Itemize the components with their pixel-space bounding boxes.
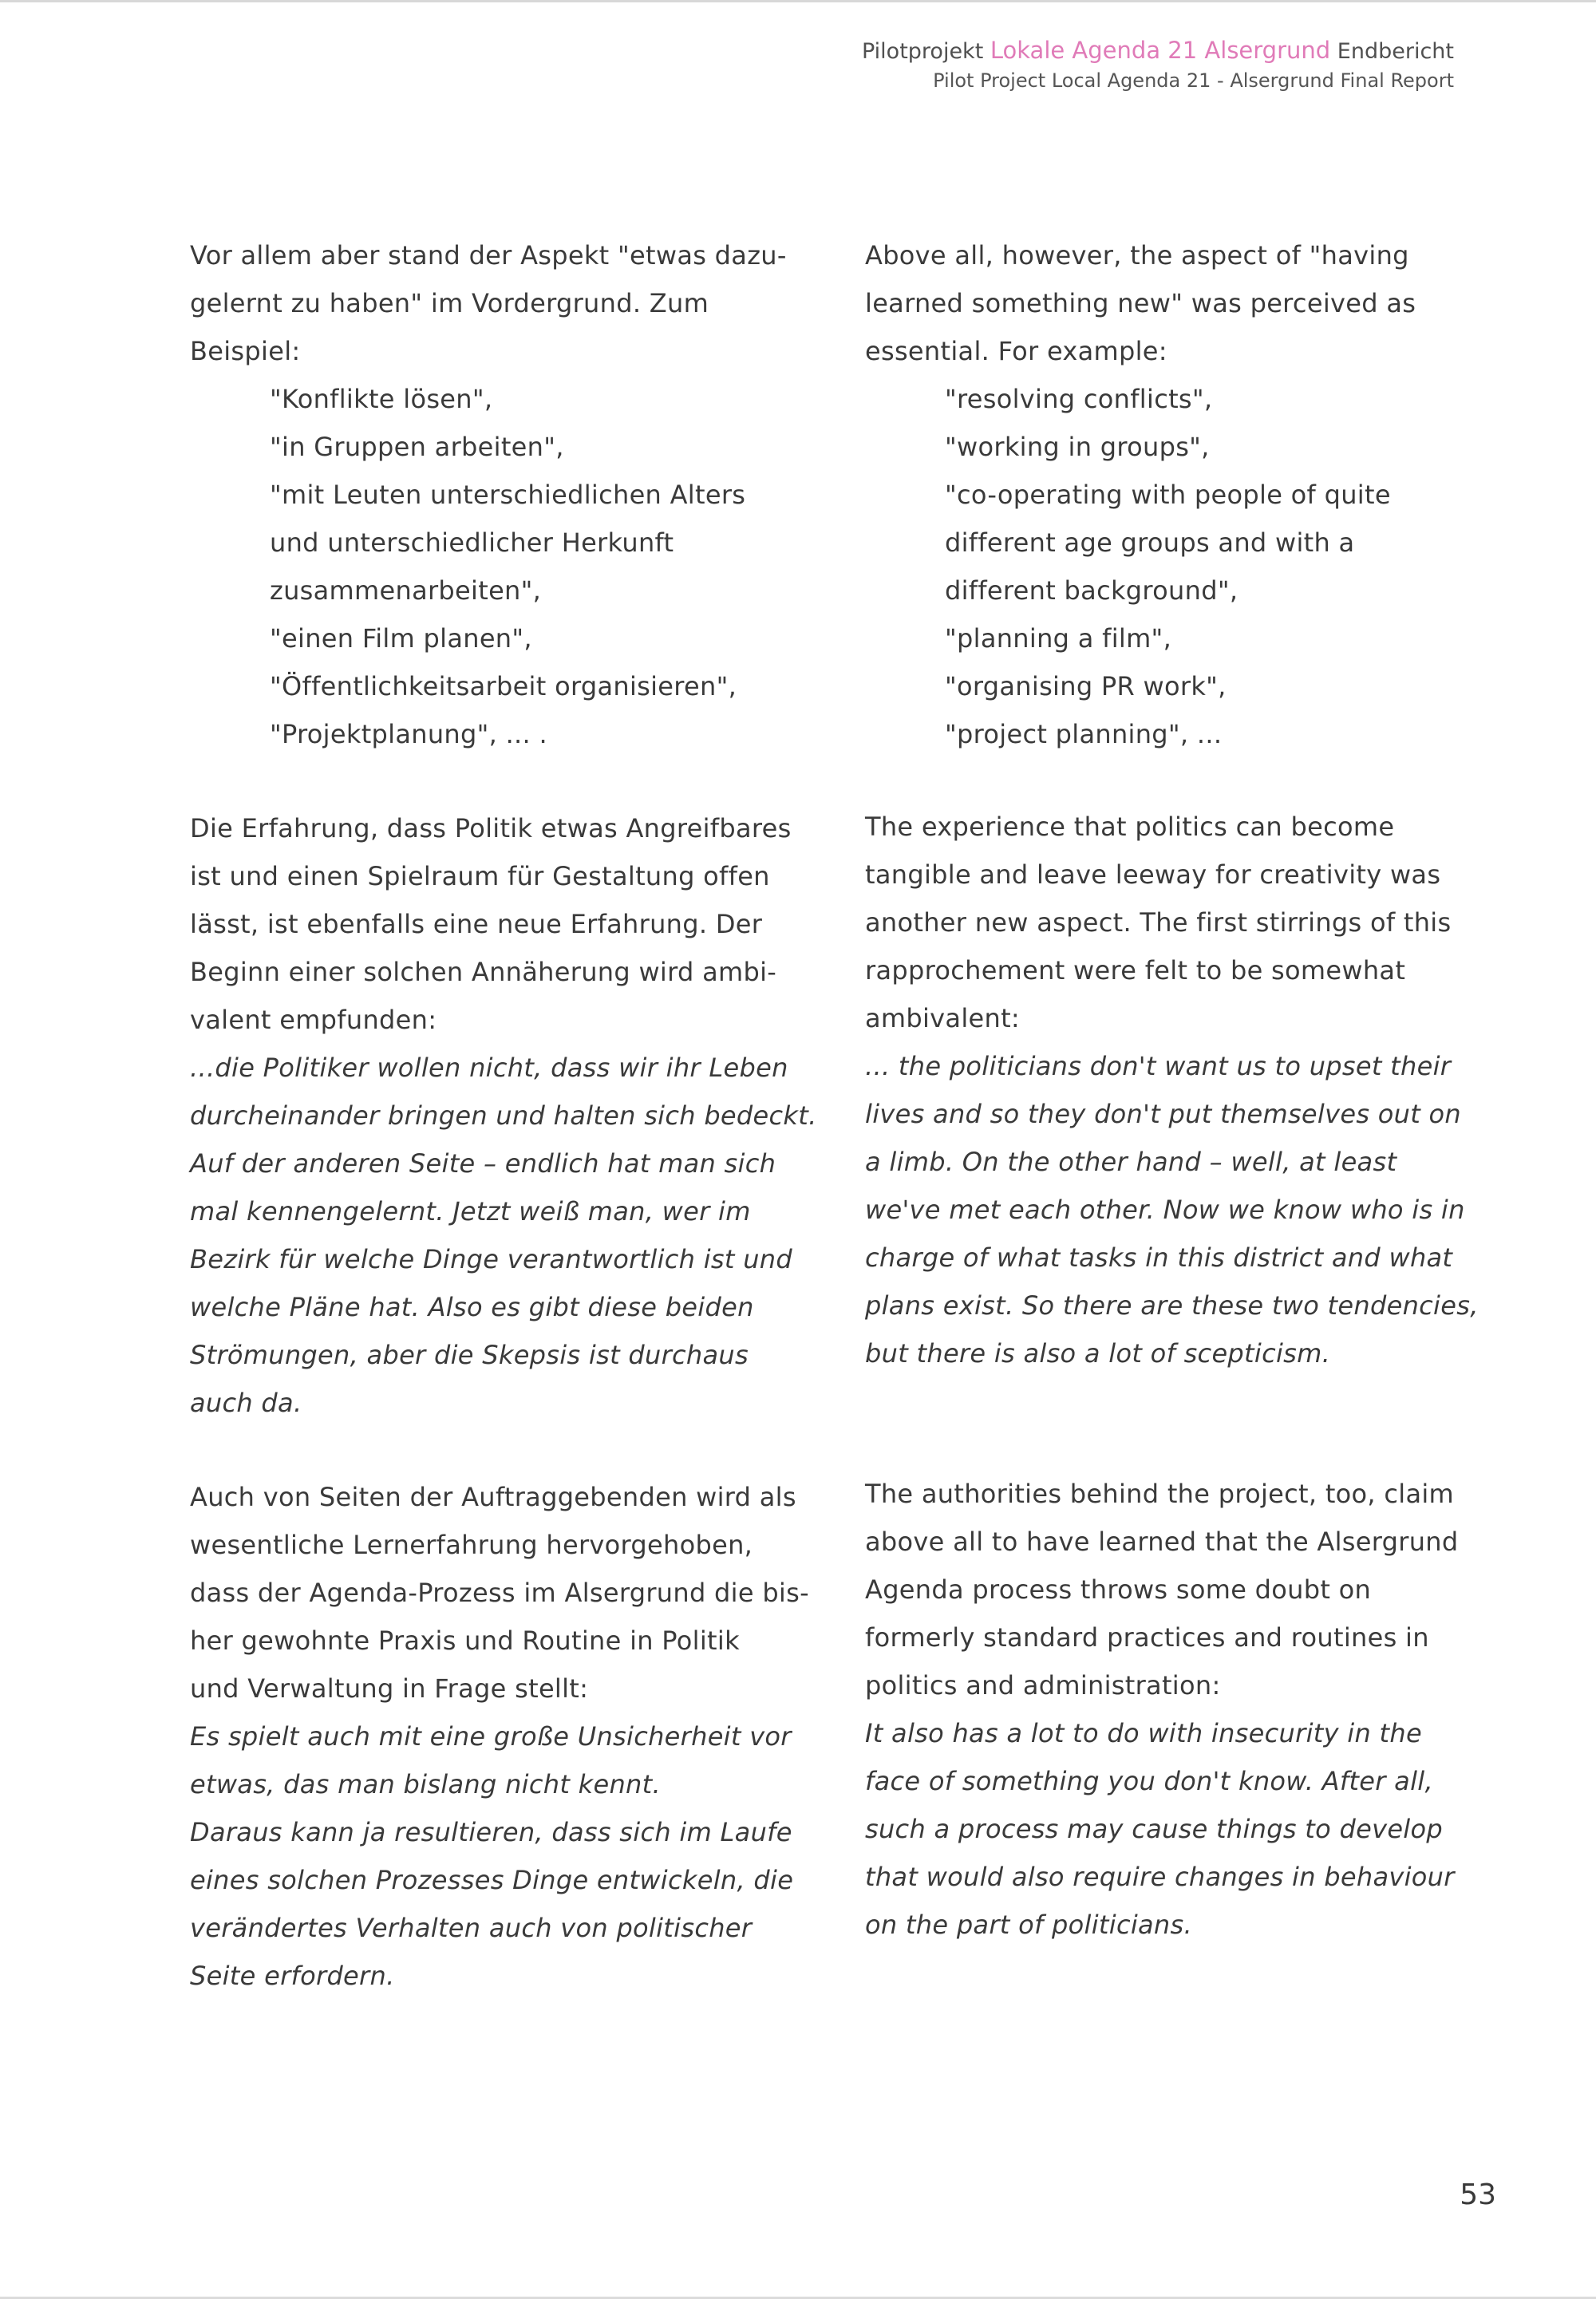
german-p3-text	[190, 1473, 809, 1712]
text-line: such a process may cause things to develop	[865, 1814, 1443, 1844]
text-line: gelernt zu haben" im Vordergrund. Zum	[190, 288, 709, 318]
text-line: but there is also a lot of scepticism.	[865, 1338, 1331, 1369]
text-line: It also has a lot to do with insecurity in the	[865, 1718, 1422, 1748]
english-p2-quote	[865, 1042, 1487, 1377]
text-line: valent empfunden:	[190, 1005, 437, 1035]
text-line: zusammenarbeiten",	[270, 575, 542, 606]
text-line: ... the politicians don't want us to upset their	[865, 1051, 1452, 1081]
text-line: "Projektplanung", ... .	[270, 719, 547, 749]
english-p1-text	[865, 231, 1487, 375]
text-line: "einen Film planen",	[270, 623, 532, 654]
header-title-line	[862, 35, 1454, 67]
text-line: "planning a film",	[945, 623, 1172, 654]
text-line: "project planning", ...	[945, 719, 1223, 749]
text-line: learned something new" was perceived as	[865, 288, 1416, 318]
text-line: Auf der anderen Seite – endlich hat man sich	[190, 1148, 776, 1179]
text-line: eines solchen Prozesses Dinge entwickeln, die	[190, 1865, 794, 1895]
text-line: tangible and leave leeway for creativity was	[865, 859, 1441, 890]
text-line: ist und einen Spielraum für Gestaltung offen	[190, 861, 770, 891]
english-p2-text	[865, 803, 1487, 1042]
text-line: that would also require changes in behaviour	[865, 1862, 1455, 1892]
text-line: charge of what tasks in this district and what	[865, 1242, 1453, 1273]
text-line: mal kennengelernt. Jetzt weiß man, wer im	[190, 1196, 751, 1227]
german-p2-quote	[190, 1044, 817, 1427]
text-line: verändertes Verhalten auch von politischer	[190, 1913, 753, 1943]
text-line: Auch von Seiten der Auftraggebenden wird als	[190, 1482, 796, 1512]
german-paragraph-1	[190, 231, 796, 758]
page-header	[862, 35, 1454, 94]
text-line: plans exist. So there are these two tendencies,	[865, 1290, 1479, 1321]
text-line: Seite erfordern.	[190, 1961, 395, 1991]
text-line: Strömungen, aber die Skepsis ist durchaus	[190, 1340, 749, 1370]
english-p1-list	[865, 375, 1487, 758]
text-line: auch da.	[190, 1388, 302, 1418]
text-line: dass der Agenda-Prozess im Alsergrund die bis-	[190, 1578, 809, 1608]
text-line: ambivalent:	[865, 1003, 1021, 1033]
text-line: wesentliche Lernerfahrung hervorgehoben,	[190, 1530, 753, 1560]
text-line: Es spielt auch mit eine große Unsicherheit vor	[190, 1721, 792, 1752]
text-line: on the part of politicians.	[865, 1910, 1192, 1940]
text-line: und unterschiedlicher Herkunft	[270, 527, 674, 558]
text-line: different age groups and with a	[945, 527, 1355, 558]
header-prefix: Pilotprojekt	[861, 39, 984, 64]
text-line: und Verwaltung in Frage stellt:	[190, 1673, 589, 1704]
text-line: formerly standard practices and routines in	[865, 1622, 1429, 1653]
text-line: The authorities behind the project, too, claim	[865, 1479, 1455, 1509]
header-project-name: Lokale Agenda 21 Alsergrund	[990, 37, 1331, 64]
header-subtitle: Pilot Project Local Agenda 21 - Alsergrund Final Report	[933, 69, 1454, 92]
text-line: essential. For example:	[865, 336, 1167, 366]
text-line: different background",	[945, 575, 1238, 606]
text-line: "working in groups",	[945, 432, 1210, 462]
text-line: face of something you don't know. After all,	[865, 1766, 1433, 1796]
english-p3-quote	[865, 1709, 1487, 1949]
text-line: Above all, however, the aspect of "having	[865, 240, 1409, 271]
bottom-rule	[0, 2297, 1596, 2299]
text-line: "mit Leuten unterschiedlichen Alters	[270, 480, 746, 510]
top-rule	[0, 0, 1596, 2]
german-p3-quote	[190, 1712, 796, 2000]
text-line: we've met each other. Now we know who is in	[865, 1195, 1465, 1225]
english-paragraph-2	[865, 803, 1487, 1377]
text-line: a limb. On the other hand – well, at least	[865, 1147, 1397, 1177]
german-p2-text	[190, 804, 796, 1044]
german-paragraph-2	[190, 804, 817, 1427]
text-line: Beispiel:	[190, 336, 301, 366]
text-line: Daraus kann ja resultieren, dass sich im Laufe	[190, 1817, 792, 1847]
german-p1-list	[190, 375, 796, 758]
text-line: Bezirk für welche Dinge verantwortlich ist und	[190, 1244, 792, 1274]
text-line: Vor allem aber stand der Aspekt "etwas dazu-	[190, 240, 787, 271]
text-line: etwas, das man bislang nicht kennt.	[190, 1769, 661, 1799]
text-line: "organising PR work",	[945, 671, 1227, 701]
text-line: lässt, ist ebenfalls eine neue Erfahrung. Der	[190, 909, 763, 939]
text-line: her gewohnte Praxis und Routine in Politik	[190, 1626, 740, 1656]
english-paragraph-1	[865, 231, 1487, 758]
english-paragraph-3	[865, 1470, 1487, 1949]
text-line: welche Pläne hat. Also es gibt diese beiden	[190, 1292, 754, 1322]
text-line: The experience that politics can become	[865, 812, 1395, 842]
german-p1-text	[190, 231, 796, 375]
german-paragraph-3	[190, 1473, 809, 2000]
text-line: lives and so they don't put themselves out on	[865, 1099, 1462, 1129]
text-line: "Öffentlichkeitsarbeit organisieren",	[270, 671, 737, 701]
text-line: Die Erfahrung, dass Politik etwas Angreifbares	[190, 813, 792, 843]
text-line: Agenda process throws some doubt on	[865, 1574, 1372, 1605]
english-p3-text	[865, 1470, 1487, 1709]
text-line: Beginn einer solchen Annäherung wird ambi-	[190, 957, 777, 987]
text-line: "Konflikte lösen",	[270, 384, 493, 414]
text-line: "co-operating with people of quite	[945, 480, 1391, 510]
text-line: "in Gruppen arbeiten",	[270, 432, 564, 462]
text-line: durcheinander bringen und halten sich bedeckt.	[190, 1100, 817, 1131]
text-line: "resolving conflicts",	[945, 384, 1213, 414]
header-suffix: Endbericht	[1337, 39, 1454, 64]
text-line: politics and administration:	[865, 1670, 1221, 1701]
text-line: rapprochement were felt to be somewhat	[865, 955, 1406, 986]
page-number: 53	[1460, 2179, 1496, 2211]
text-line: above all to have learned that the Alsergrund	[865, 1527, 1459, 1557]
text-line: another new aspect. The first stirrings of this	[865, 907, 1452, 938]
text-line: ...die Politiker wollen nicht, dass wir ihr Leben	[190, 1053, 788, 1083]
